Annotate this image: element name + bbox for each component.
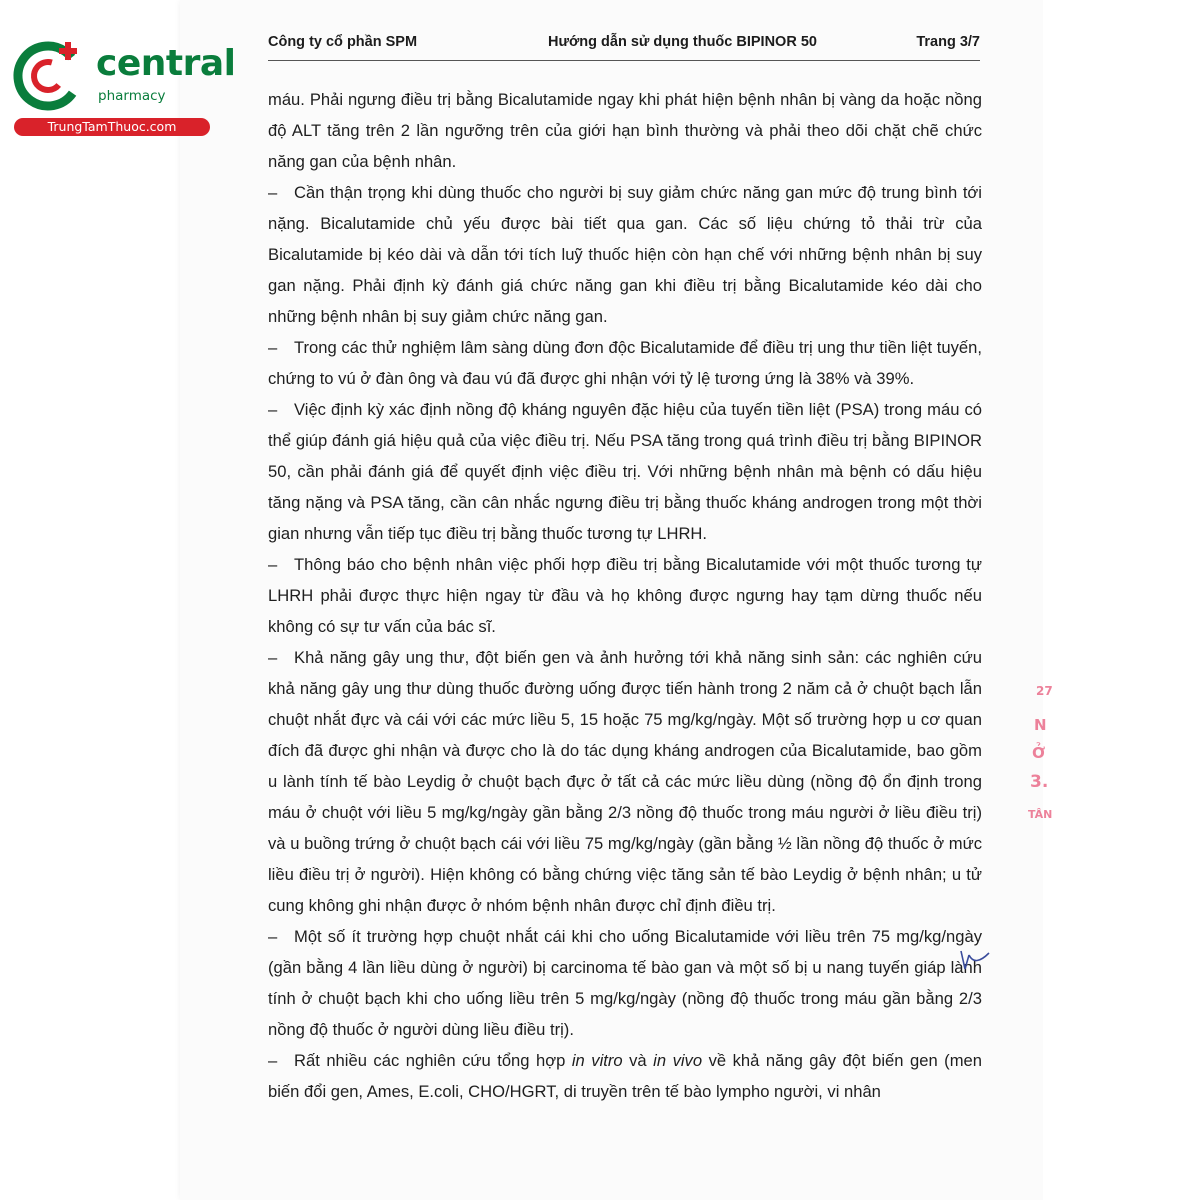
header-divider: [268, 60, 980, 61]
list-item: [268, 394, 982, 549]
dash-bullet: –: [268, 927, 278, 946]
list-item-text-post: về khả năng gây đột biến gen (men biến đổi gen, Ames, E.coli, CHO/HGRT, di truyền trên tế bào lympho người, vi nhân: [268, 1051, 982, 1101]
document-body: [268, 84, 982, 1107]
dash-bullet: –: [268, 183, 278, 202]
list-item: [268, 549, 982, 642]
dash-bullet: –: [268, 1051, 278, 1070]
margin-stamp-text: N: [1034, 716, 1047, 734]
header-company: Công ty cổ phần SPM: [268, 34, 418, 50]
list-item-text-mid: và: [622, 1051, 654, 1070]
brand-name: central: [96, 43, 236, 84]
list-item-text: Cần thận trọng khi dùng thuốc cho người bị suy giảm chức năng gan mức độ trung bình tới nặng. Bicalutamide chủ yếu được bài tiết qua gan. Các số liệu chứng tỏ thải trừ của Bicalutamide bị kéo dài và dẫn tới tích luỹ thuốc hiện còn hạn chế với những bệnh nhân bị suy gan nặng. Phải định kỳ đánh giá chức năng gan khi điều trị bằng Bicalutamide kéo dài cho những bệnh nhân bị suy giảm chức năng gan.: [268, 183, 982, 326]
list-item: [268, 177, 982, 332]
list-item-text-em: in vivo: [653, 1051, 703, 1070]
dash-bullet: –: [268, 400, 278, 419]
list-item: [268, 1045, 982, 1107]
dash-bullet: –: [268, 338, 278, 357]
header-page-number: Trang 3/7: [916, 34, 980, 50]
list-item-text: Khả năng gây ung thư, đột biến gen và ảnh hưởng tới khả năng sinh sản: các nghiên cứu khả năng gây ung thư dùng thuốc đường uống được tiến hành trong 2 năm cả ở chuột bạch lẫn chuột nhắt đực và cái với các mức liều 5, 15 hoặc 75 mg/kg/ngày. Một số trường hợp u cơ quan đích đã được ghi nhận và được cho là do tác dụng kháng androgen của Bicalutamide, bao gồm u lành tính tế bào Leydig ở chuột bạch đực ở tất cả các mức liều dùng (nồng độ ổn định trong máu ở chuột với liều 5 mg/kg/ngày gần bằng 2/3 nồng độ thuốc trong máu người ở liều điều trị) và u buồng trứng ở chuột bạch cái với liều 75 mg/kg/ngày (gần bằng ½ lần nồng độ thuốc ở mức liều điều trị ở người). Hiện không có bằng chứng việc tăng sản tế bào Leydig ở bệnh nhân; u tử cung không ghi nhận được ở nhóm bệnh nhân được chỉ định điều trị.: [268, 648, 982, 915]
list-item: [268, 332, 982, 394]
list-item: [268, 642, 982, 921]
dash-bullet: –: [268, 555, 278, 574]
page-margin: [1043, 0, 1200, 1200]
list-item-text: Việc định kỳ xác định nồng độ kháng nguyên đặc hiệu của tuyến tiền liệt (PSA) trong máu có thể giúp đánh giá hiệu quả của việc điều trị. Nếu PSA tăng trong quá trình điều trị bằng BIPINOR 50, cần phải đánh giá để quyết định việc điều trị. Với những bệnh nhân mà bệnh có dấu hiệu tăng nặng và PSA tăng, cần cân nhắc ngưng điều trị bằng thuốc kháng androgen trong một thời gian nhưng vẫn tiếp tục điều trị bằng thuốc tương tự LHRH.: [268, 400, 982, 543]
brand-website[interactable]: TrungTamThuoc.com: [14, 118, 210, 136]
signature-mark: [955, 945, 995, 975]
list-item-text: Trong các thử nghiệm lâm sàng dùng đơn độc Bicalutamide để điều trị ung thư tiền liệt tuyến, chứng to vú ở đàn ông và đau vú đã được ghi nhận với tỷ lệ tương ứng là 38% và 39%.: [268, 338, 982, 388]
list-item-text: Thông báo cho bệnh nhân việc phối hợp điều trị bằng Bicalutamide với một thuốc tương tự LHRH phải được thực hiện ngay từ đầu và họ không được ngưng hay tạm dừng thuốc nếu không có sự tư vấn của bác sĩ.: [268, 555, 982, 636]
list-item-text-pre: Rất nhiều các nghiên cứu tổng hợp: [294, 1051, 572, 1070]
margin-stamp-text: TÂN: [1028, 808, 1053, 821]
logo-mark-icon: [10, 36, 94, 120]
margin-stamp-text: Ở: [1032, 744, 1046, 762]
central-pharmacy-logo[interactable]: [10, 36, 236, 136]
list-item-text-em: in vitro: [571, 1051, 623, 1070]
margin-stamp-text: 27: [1036, 684, 1053, 698]
margin-stamp-text: 3.: [1030, 772, 1049, 792]
header-title: Hướng dẫn sử dụng thuốc BIPINOR 50: [548, 34, 817, 50]
list-item-text: Một số ít trường hợp chuột nhắt cái khi cho uống Bicalutamide với liều trên 75 mg/kg/ngày (gần bằng 4 lần liều dùng ở người) bị carcinoma tế bào gan và một số bị u nang tuyến giáp lành tính ở chuột bạch khi cho uống liều trên 5 mg/kg/ngày (nồng độ thuốc trong máu gần bằng 2/3 nồng độ thuốc ở người dùng liều điều trị).: [268, 927, 982, 1039]
paragraph-intro: máu. Phải ngưng điều trị bằng Bicalutamide ngay khi phát hiện bệnh nhân bị vàng da hoặc nồng độ ALT tăng trên 2 lần ngưỡng trên của giới hạn bình thường và phải theo dõi chặt chẽ chức năng gan của bệnh nhân.: [268, 90, 982, 171]
brand-subtitle: pharmacy: [98, 88, 166, 104]
document-header: [268, 34, 980, 58]
dash-bullet: –: [268, 648, 278, 667]
list-item: [268, 921, 982, 1045]
